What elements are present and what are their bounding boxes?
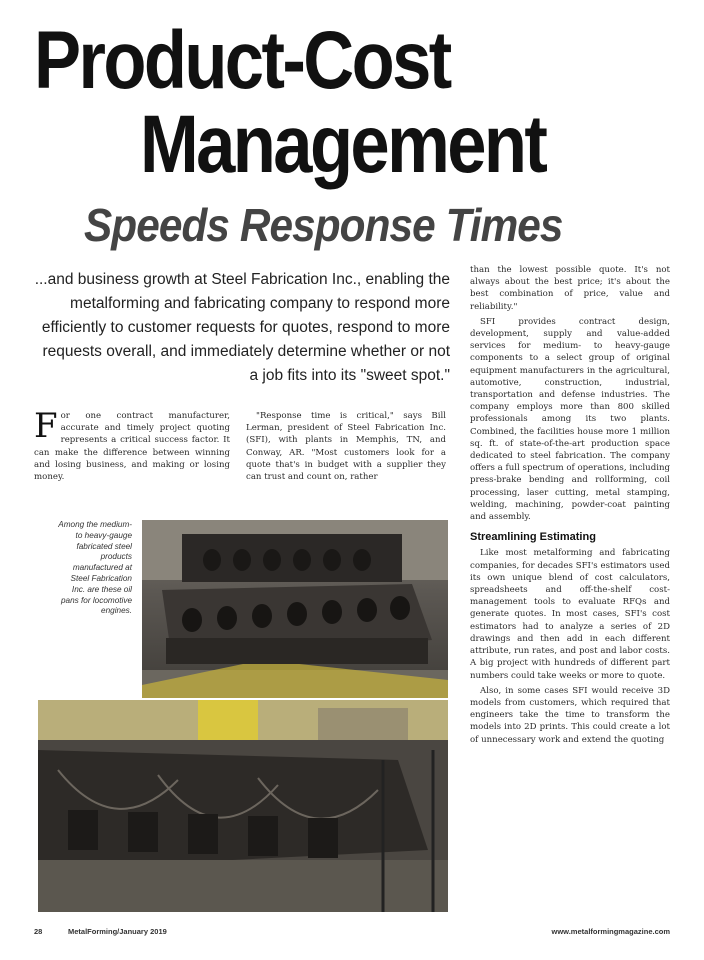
magazine-url: www.metalformingmagazine.com: [551, 927, 670, 936]
body-paragraph: than the lowest possible quote. It's not always about the best price; it's about the best combination of price, value and reliability.": [470, 265, 670, 312]
body-paragraph: "Response time is critical," says Bill Lerman, president of Steel Fabrication Inc. (SFI), with plants in Memphis, TN, and Conway, AR. "Most customers look for a quote that's in budget with a supplier they can trust and count on, rather: [246, 411, 446, 483]
oil-pan-photo-top: [142, 520, 448, 698]
oil-pan-photo-bottom: [38, 700, 448, 912]
oil-pan-illustration: [142, 520, 448, 698]
headline-line-1: Product-Cost: [34, 15, 450, 106]
intro-text: or one contract manufacturer, accurate and timely project quoting represents a critical success factor. It can make the difference between winning and losing business, and making or losing money.: [34, 411, 230, 483]
magazine-issue: MetalForming/January 2019: [68, 927, 167, 936]
headline-subtitle: Speeds Response Times: [84, 199, 563, 251]
body-paragraph: Also, in some cases SFI would receive 3D models from customers, which required that engineers take the time to transform the models into 2D prints. This could create a lot of unnecessary work and extend the quoting: [470, 685, 670, 745]
article-column-3: [470, 264, 670, 749]
page-footer: [34, 927, 670, 939]
article-column-2: [246, 410, 446, 486]
section-heading: Streamlining Estimating: [470, 531, 596, 544]
article-column-1: [34, 406, 230, 486]
article-deck: ...and business growth at Steel Fabrication Inc., enabling the metalforming and fabricating company to respond more efficiently to customer requests for quotes, respond to more requests overall, and immediately determine whether or not a job fits into its "sweet spot.": [34, 271, 450, 384]
drop-cap: F: [34, 406, 58, 446]
page-number: 28: [34, 927, 43, 936]
intro-paragraph: [34, 406, 230, 483]
fabrication-shop-illustration: [38, 700, 448, 912]
body-paragraph: Like most metalforming and fabricating companies, for decades SFI's estimators used its own unique blend of cost calculators, spreadsheets and off-the-shelf cost-management tools to evaluate RFQs and generate quotes. In most cases, SFI's cost estimators had to analyze a series of 2D drawings and then add in each different attribute, run rates, and post and labor costs. A big project with hundreds of different part numbers could take weeks or more to quote.: [470, 548, 670, 681]
headline-line-2: Management: [140, 99, 546, 190]
body-paragraph: SFI provides contract design, development, supply and value-added services for medium- to heavy-gauge components to a select group of original equipment manufacturers in the agricultural, automotive, construction, industrial, transportation and defense industries. The company employs more than 800 skilled professionals among its two plants. Combined, the facilities house more 1 million sq. ft. of state-of-the-art production space dedicated to steel fabrication. The company offers a full spectrum of operations, including press-brake bending and rollforming, coil processing, laser cutting, metal stamping, welding, machining, powder-coat painting and assembly.: [470, 316, 670, 523]
photo-caption: Among the medium- to heavy-gauge fabricated steel products manufactured at Steel Fabrication Inc. are these oil pans for locomotive engines.: [58, 520, 132, 616]
